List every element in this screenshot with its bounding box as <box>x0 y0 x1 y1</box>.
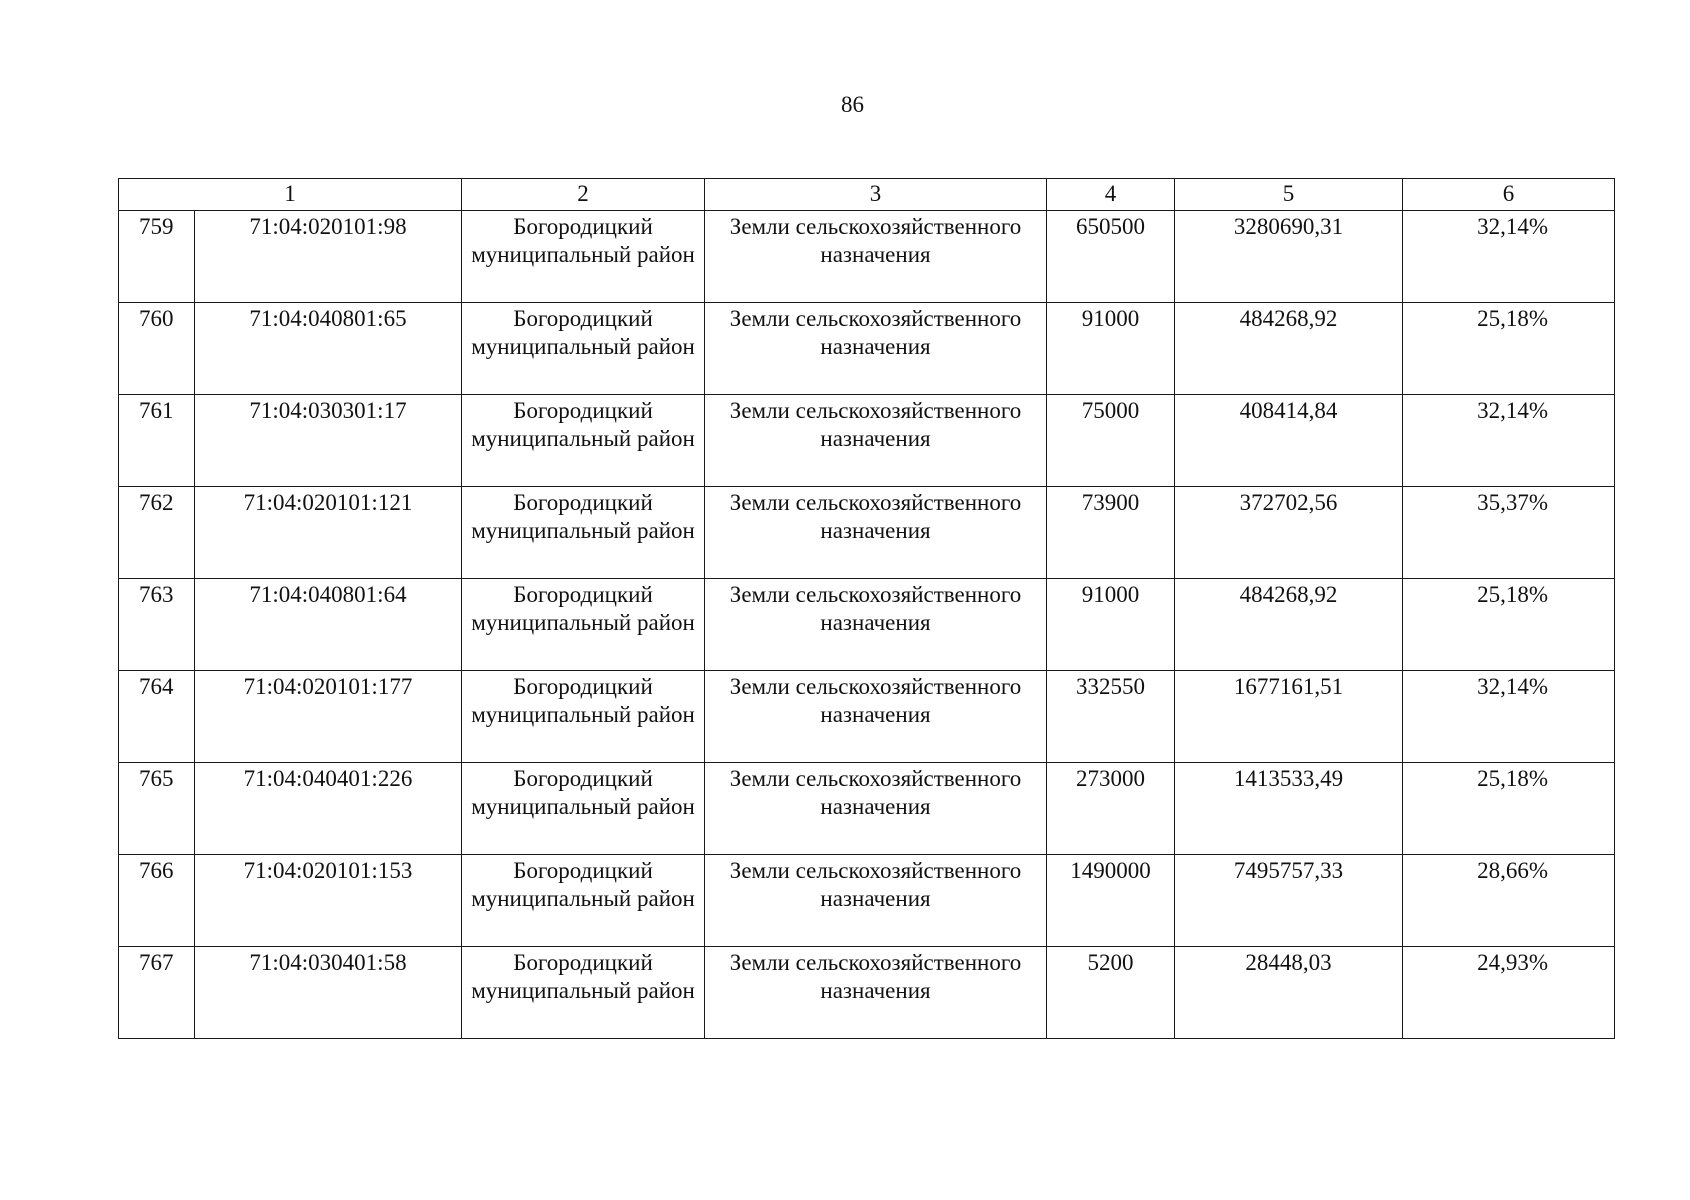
table-header-row <box>119 179 1615 211</box>
row-number: 764 <box>119 671 195 763</box>
cadastral-value: 28448,03 <box>1175 947 1403 1039</box>
area: 73900 <box>1047 487 1175 579</box>
cadastral-number: 71:04:040801:65 <box>195 303 462 395</box>
cadastral-number: 71:04:020101:121 <box>195 487 462 579</box>
column-header-3: 3 <box>705 179 1047 211</box>
cadastral-value: 1413533,49 <box>1175 763 1403 855</box>
row-number: 763 <box>119 579 195 671</box>
table-row <box>119 395 1615 487</box>
percent: 24,93% <box>1403 947 1615 1039</box>
table-row <box>119 947 1615 1039</box>
land-category: Земли сельскохозяйственного назначения <box>705 763 1047 855</box>
cadastral-value: 3280690,31 <box>1175 211 1403 303</box>
row-number: 762 <box>119 487 195 579</box>
column-header-1: 1 <box>119 179 462 211</box>
municipality: Богородицкий муниципальный район <box>462 395 705 487</box>
area: 650500 <box>1047 211 1175 303</box>
cadastral-value: 484268,92 <box>1175 579 1403 671</box>
cadastral-number: 71:04:030401:58 <box>195 947 462 1039</box>
column-header-4: 4 <box>1047 179 1175 211</box>
cadastral-number: 71:04:030301:17 <box>195 395 462 487</box>
cadastral-number: 71:04:020101:153 <box>195 855 462 947</box>
table-row <box>119 671 1615 763</box>
municipality: Богородицкий муниципальный район <box>462 855 705 947</box>
cadastral-value: 484268,92 <box>1175 303 1403 395</box>
land-category: Земли сельскохозяйственного назначения <box>705 303 1047 395</box>
percent: 25,18% <box>1403 763 1615 855</box>
land-category: Земли сельскохозяйственного назначения <box>705 671 1047 763</box>
row-number: 760 <box>119 303 195 395</box>
cadastral-value: 372702,56 <box>1175 487 1403 579</box>
municipality: Богородицкий муниципальный район <box>462 947 705 1039</box>
land-category: Земли сельскохозяйственного назначения <box>705 487 1047 579</box>
municipality: Богородицкий муниципальный район <box>462 211 705 303</box>
percent: 28,66% <box>1403 855 1615 947</box>
percent: 25,18% <box>1403 303 1615 395</box>
land-category: Земли сельскохозяйственного назначения <box>705 211 1047 303</box>
table-row <box>119 763 1615 855</box>
municipality: Богородицкий муниципальный район <box>462 763 705 855</box>
area: 1490000 <box>1047 855 1175 947</box>
percent: 35,37% <box>1403 487 1615 579</box>
table-row <box>119 855 1615 947</box>
area: 273000 <box>1047 763 1175 855</box>
land-category: Земли сельскохозяйственного назначения <box>705 947 1047 1039</box>
area: 91000 <box>1047 303 1175 395</box>
municipality: Богородицкий муниципальный район <box>462 487 705 579</box>
row-number: 761 <box>119 395 195 487</box>
column-header-5: 5 <box>1175 179 1403 211</box>
municipality: Богородицкий муниципальный район <box>462 303 705 395</box>
land-plot-table <box>118 178 1615 1039</box>
row-number: 765 <box>119 763 195 855</box>
area: 5200 <box>1047 947 1175 1039</box>
cadastral-number: 71:04:040401:226 <box>195 763 462 855</box>
cadastral-value: 7495757,33 <box>1175 855 1403 947</box>
land-category: Земли сельскохозяйственного назначения <box>705 395 1047 487</box>
municipality: Богородицкий муниципальный район <box>462 671 705 763</box>
percent: 32,14% <box>1403 395 1615 487</box>
land-category: Земли сельскохозяйственного назначения <box>705 855 1047 947</box>
percent: 32,14% <box>1403 211 1615 303</box>
row-number: 766 <box>119 855 195 947</box>
table-row <box>119 303 1615 395</box>
cadastral-value: 408414,84 <box>1175 395 1403 487</box>
cadastral-value: 1677161,51 <box>1175 671 1403 763</box>
row-number: 759 <box>119 211 195 303</box>
percent: 25,18% <box>1403 579 1615 671</box>
area: 75000 <box>1047 395 1175 487</box>
column-header-6: 6 <box>1403 179 1615 211</box>
cadastral-number: 71:04:020101:98 <box>195 211 462 303</box>
land-category: Земли сельскохозяйственного назначения <box>705 579 1047 671</box>
table-row <box>119 579 1615 671</box>
column-header-2: 2 <box>462 179 705 211</box>
cadastral-number: 71:04:040801:64 <box>195 579 462 671</box>
page-number: 86 <box>841 92 864 117</box>
row-number: 767 <box>119 947 195 1039</box>
municipality: Богородицкий муниципальный район <box>462 579 705 671</box>
table-row <box>119 487 1615 579</box>
percent: 32,14% <box>1403 671 1615 763</box>
table-row <box>119 211 1615 303</box>
cadastral-number: 71:04:020101:177 <box>195 671 462 763</box>
area: 91000 <box>1047 579 1175 671</box>
area: 332550 <box>1047 671 1175 763</box>
